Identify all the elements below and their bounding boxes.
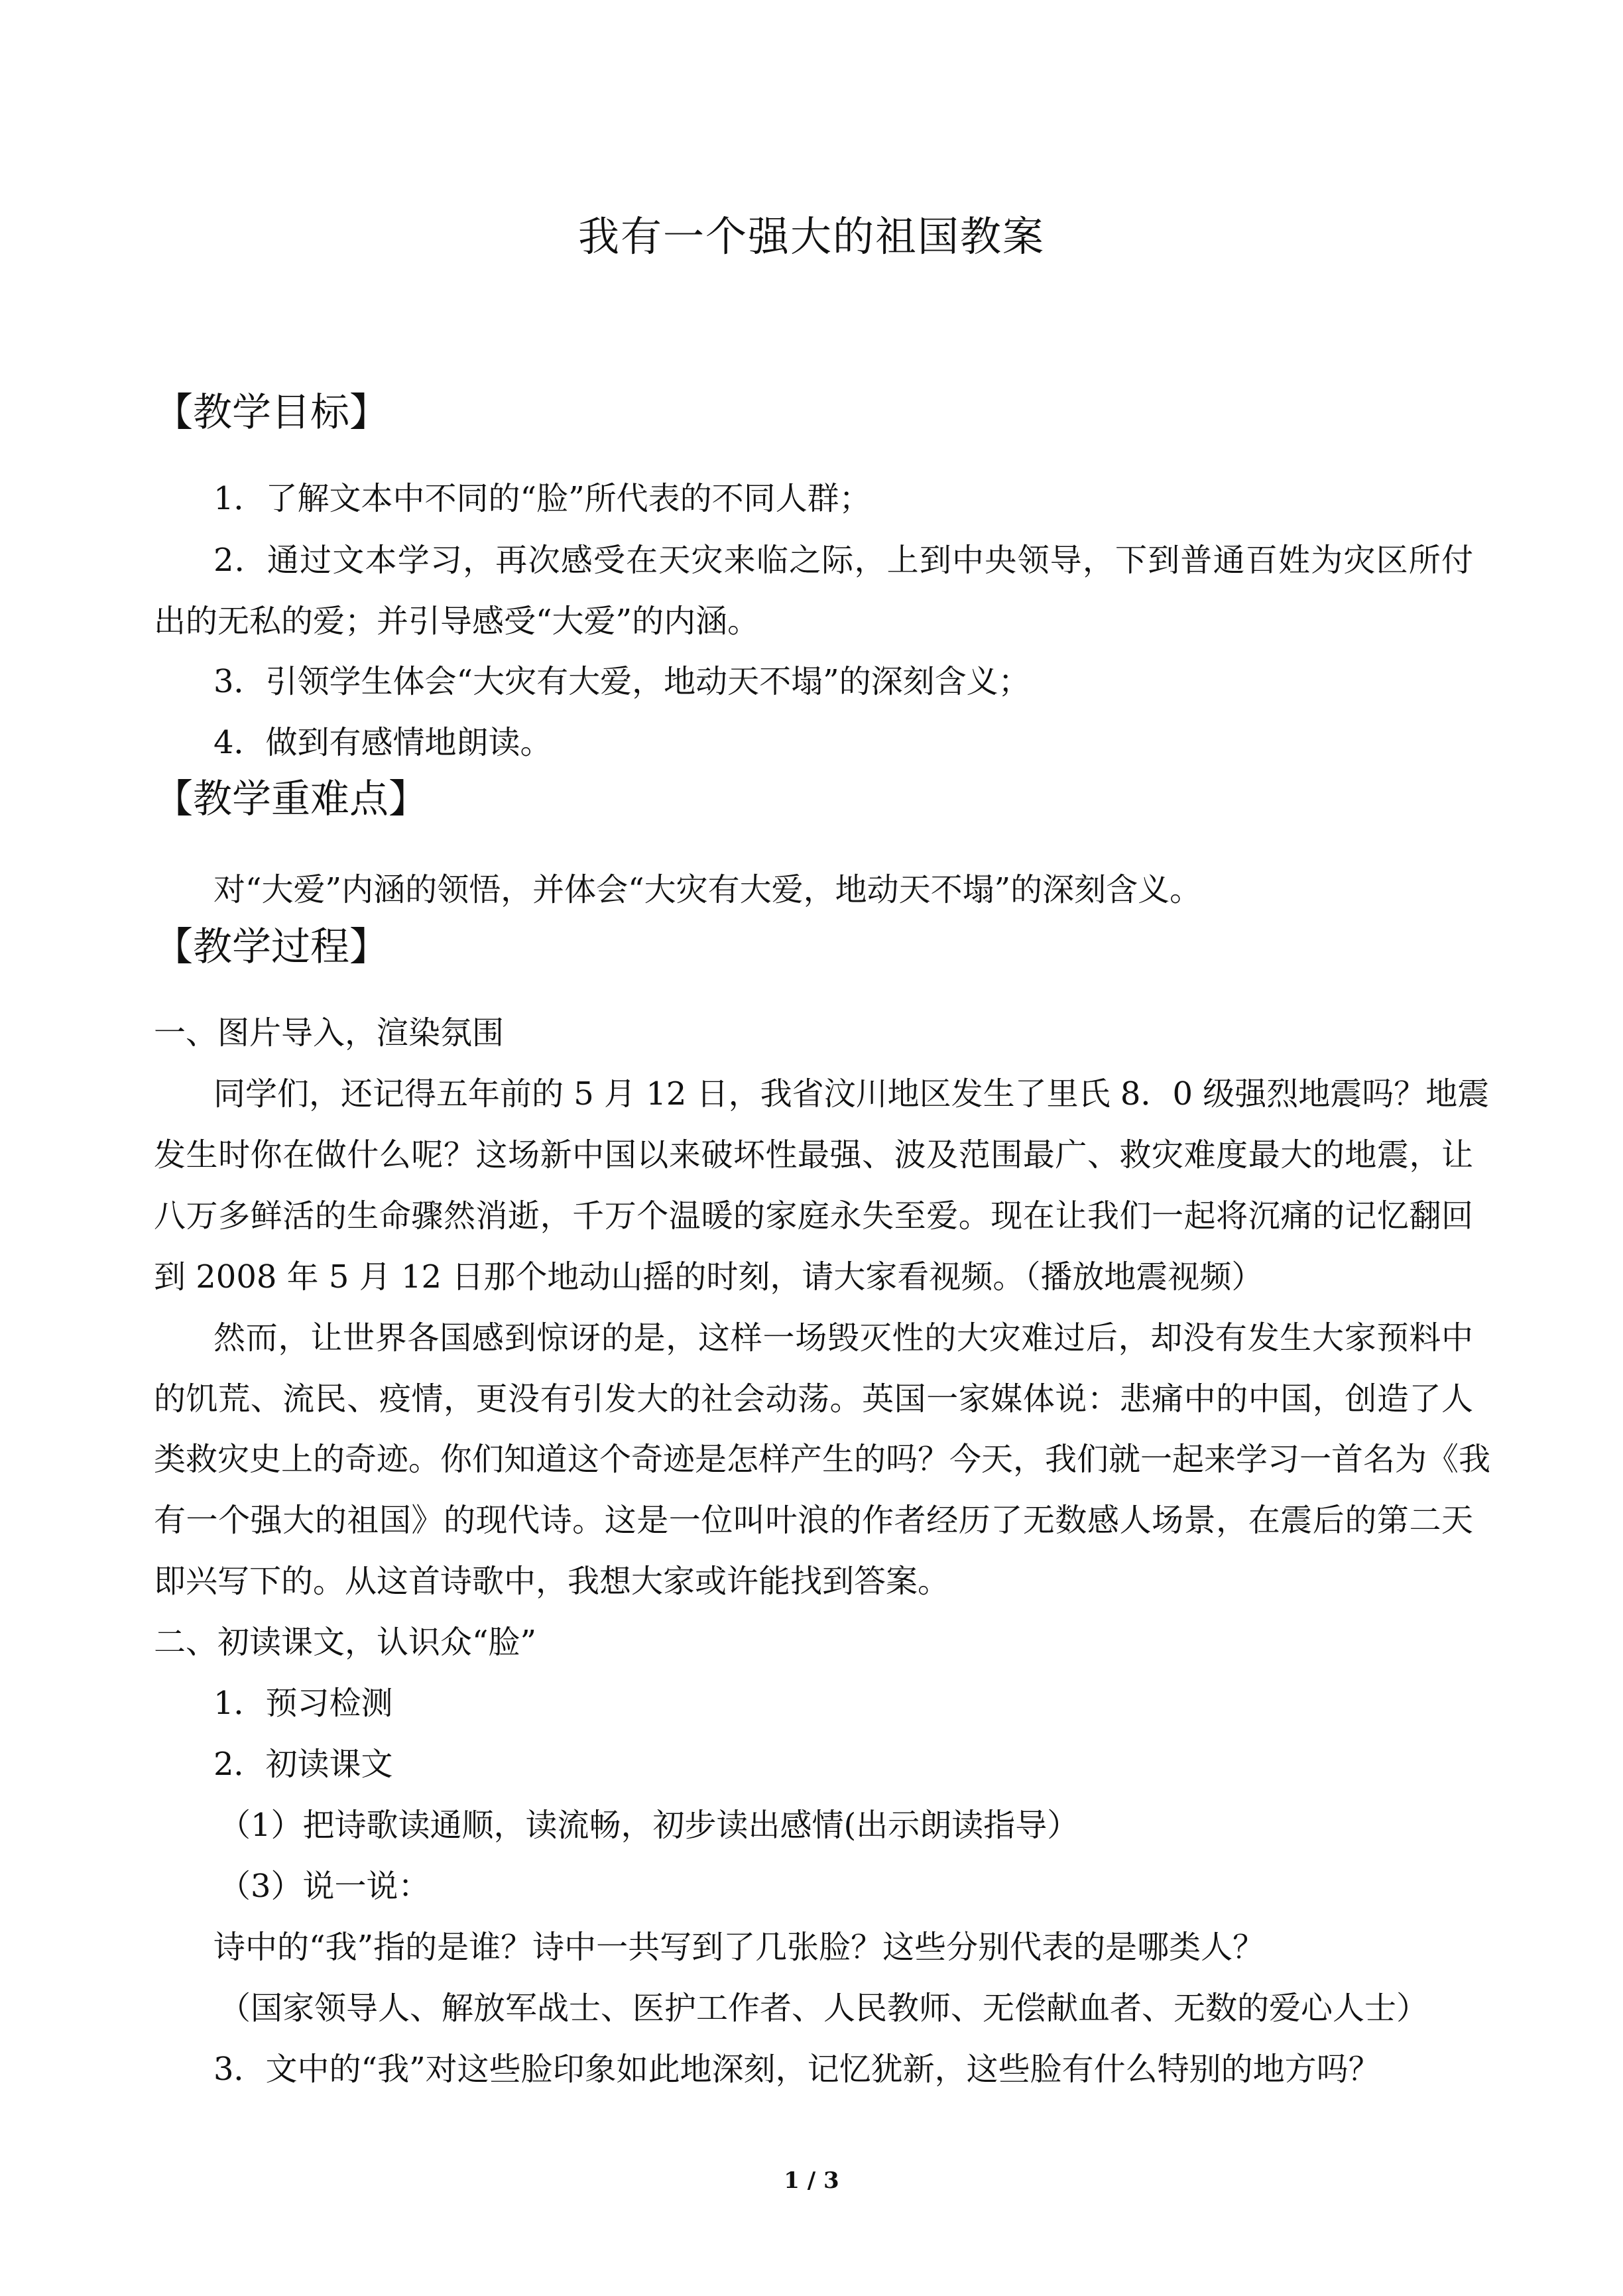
paragraph-1-line-2: 发生时你在做什么呢？这场新中国以来破坏性最强、波及范围最广、救灾难度最大的地震，让 [154, 1136, 1473, 1174]
objective-1: 1．了解文本中不同的“脸”所代表的不同人群； [213, 480, 871, 517]
item-first-reading: 2．初读课文 [213, 1746, 393, 1783]
heading-key-points: 【教学重难点】 [154, 776, 428, 821]
heading-teaching-process: 【教学过程】 [154, 924, 389, 969]
objective-3: 3．引领学生体会“大灾有大爱，地动天不塌”的深刻含义； [213, 663, 1030, 700]
answer-text: （国家领导人、解放军战士、医护工作者、人民教师、无偿献血者、无数的爱心人士） [219, 1990, 1429, 2027]
paragraph-2-line-4: 有一个强大的祖国》的现代诗。这是一位叫叶浪的作者经历了无数感人场景，在震后的第二天 [154, 1502, 1473, 1539]
paragraph-2-line-1: 然而，让世界各国感到惊讶的是，这样一场毁灭性的大灾难过后，却没有发生大家预料中 [213, 1319, 1473, 1357]
objective-4: 4．做到有感情地朗读。 [213, 724, 552, 761]
document-title: 我有一个强大的祖国教案 [577, 212, 1045, 261]
subitem-3: （3）说一说： [219, 1868, 430, 1905]
paragraph-2-line-2: 的饥荒、流民、疫情，更没有引发大的社会动荡。英国一家媒体说：悲痛中的中国，创造了人 [154, 1380, 1473, 1418]
paragraph-1-line-1: 同学们，还记得五年前的 5 月 12 日，我省汶川地区发生了里氏 8．0 级强烈地震吗？地震 [213, 1075, 1490, 1113]
question-text: 诗中的“我”指的是谁？诗中一共写到了几张脸？这些分别代表的是哪类人？ [213, 1929, 1265, 1966]
section-two-title: 二、初读课文，认识众“脸” [154, 1624, 537, 1661]
objective-2-line-1: 2．通过文本学习，再次感受在天灾来临之际，上到中央领导，下到普通百姓为灾区所付 [213, 542, 1473, 579]
subitem-1: （1）把诗歌读通顺，读流畅，初步读出感情(出示朗读指导） [219, 1807, 1079, 1844]
paragraph-1-line-3: 八万多鲜活的生命骤然消逝，千万个温暖的家庭永失至爱。现在让我们一起将沉痛的记忆翻回 [154, 1197, 1473, 1235]
section-one-title: 一、图片导入，渲染氛围 [154, 1014, 505, 1052]
objective-2-line-2: 出的无私的爱；并引导感受“大爱”的内涵。 [154, 603, 760, 640]
heading-teaching-objectives: 【教学目标】 [154, 389, 389, 435]
item-preview-check: 1．预习检测 [213, 1685, 393, 1722]
item-3-question: 3．文中的“我”对这些脸印象如此地深刻，记忆犹新，这些脸有什么特别的地方吗？ [213, 2051, 1380, 2088]
page-number: 1 / 3 [784, 2167, 839, 2194]
paragraph-2-line-5: 即兴写下的。从这首诗歌中，我想大家或许能找到答案。 [154, 1563, 950, 1600]
paragraph-2-line-3: 类救灾史上的奇迹。你们知道这个奇迹是怎样产生的吗？今天，我们就一起来学习一首名为《我 [154, 1441, 1491, 1478]
paragraph-1-line-4: 到 2008 年 5 月 12 日那个地动山摇的时刻，请大家看视频。（播放地震视频） [154, 1258, 1264, 1296]
key-points-text: 对“大爱”内涵的领悟，并体会“大灾有大爱，地动天不塌”的深刻含义。 [213, 871, 1202, 908]
